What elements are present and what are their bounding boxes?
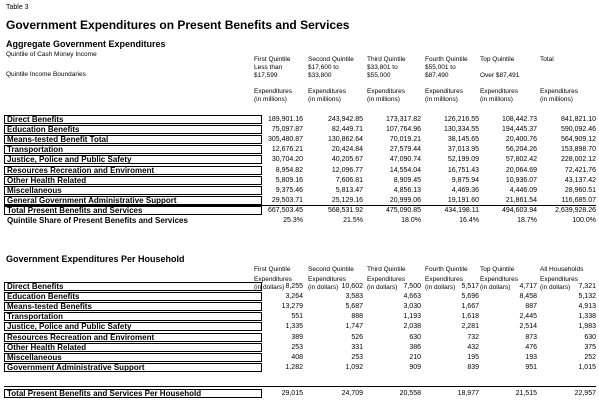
cell-value: 551 [291, 313, 303, 321]
cell-value: 228,002.12 [560, 156, 596, 164]
cell-value: 72,421.76 [564, 166, 596, 174]
s1-col-name: Second Quintile [308, 56, 354, 63]
income-boundaries-label: Quintile Income Boundaries [6, 71, 86, 78]
cell-value: 4,717 [519, 283, 537, 290]
cell-value: 100.0% [572, 217, 596, 224]
s2-col-unit: Expenditures [367, 276, 405, 283]
s1-col-unit-detail: (in millions) [367, 96, 400, 103]
cell-value: 1,667 [461, 303, 479, 311]
cell-value: 8,909.45 [393, 176, 421, 184]
cell-value: 386 [409, 343, 421, 351]
row-label: General Government Administrative Support [7, 195, 177, 205]
s1-col-unit: Expenditures [367, 88, 405, 95]
cell-value: 16,751.43 [447, 166, 479, 174]
cell-value: 108,442.73 [501, 116, 537, 123]
cell-value: 951 [525, 363, 537, 371]
cell-value: 20,999.06 [389, 196, 421, 204]
row-label: Quintile Share of Present Benefits and Services [7, 216, 188, 225]
row-label: Education Benefits [7, 125, 80, 135]
cell-value: 40,205.67 [331, 156, 363, 164]
cell-value: 24,709 [341, 390, 363, 397]
table-row [0, 292, 599, 301]
table-row [0, 176, 599, 185]
cell-value: 252 [584, 353, 596, 361]
cell-value: 5,517 [461, 283, 479, 290]
cell-value: 432 [467, 343, 479, 351]
table-row [0, 196, 599, 205]
s1-col-boundary-high: $17,599 [254, 72, 278, 79]
s1-col-name: Top Quintile [480, 56, 515, 63]
total-divider [4, 205, 596, 206]
cell-value: 12,096.77 [331, 166, 363, 174]
cell-value: 568,531.92 [327, 206, 363, 214]
table-row [0, 155, 599, 164]
cell-value: 841,821.10 [560, 116, 596, 123]
s1-col-boundary-low: $17,600 to [308, 64, 339, 71]
cell-value: 16.4% [459, 217, 479, 224]
table-row [0, 343, 599, 352]
s2-col-unit-detail: (in dollars) [308, 284, 339, 291]
cell-value: 7,500 [403, 283, 421, 290]
cell-value: 7,321 [578, 283, 596, 290]
cell-value: 873 [525, 333, 537, 341]
cell-value: 1,338 [578, 313, 596, 321]
row-label: Education Benefits [7, 292, 80, 302]
row-label: Direct Benefits [7, 115, 64, 124]
cell-value: 21.5% [343, 217, 363, 224]
s1-col-name: Fourth Quintile [425, 56, 468, 63]
cell-value: 253 [351, 353, 363, 361]
table-row [0, 115, 599, 124]
row-label: Total Present Benefits and Services Per Household [7, 389, 202, 398]
table-row [0, 216, 599, 225]
cell-value: 18,977 [457, 390, 479, 397]
cell-value: 47,090.74 [389, 156, 421, 164]
table-row [0, 166, 599, 175]
cell-value: 153,898.70 [560, 146, 596, 154]
s2-col-name: Top Quintile [480, 266, 515, 273]
cell-value: 8,954.82 [275, 166, 303, 174]
cell-value: 18.7% [517, 217, 537, 224]
cell-value: 194,445.37 [501, 126, 537, 134]
table-row [0, 302, 599, 311]
cell-value: 10,602 [341, 283, 363, 290]
s2-col-unit-detail: (in dollars) [540, 284, 571, 291]
cell-value: 20,558 [399, 390, 421, 397]
cell-value: 29,503.71 [271, 196, 303, 204]
s1-col-name: Third Quintile [367, 56, 406, 63]
cell-value: 5,696 [461, 293, 479, 301]
cell-value: 25.3% [283, 217, 303, 224]
cell-value: 20,400.76 [505, 136, 537, 144]
cell-value: 5,132 [578, 293, 596, 301]
cell-value: 21,861.54 [505, 196, 537, 204]
cell-value: 14,554.04 [389, 166, 421, 174]
cell-value: 27,579.44 [389, 146, 421, 154]
s1-col-unit: Expenditures [308, 88, 346, 95]
table-row [0, 186, 599, 195]
cell-value: 30,704.20 [271, 156, 303, 164]
cell-value: 57,802.42 [505, 156, 537, 164]
row-label: Means-tested Benefits [7, 302, 92, 312]
table-row [0, 363, 599, 372]
cell-value: 210 [409, 353, 421, 361]
cell-value: 37,013.95 [447, 146, 479, 154]
s1-col-unit-detail: (in millions) [540, 96, 573, 103]
cell-value: 3,583 [345, 293, 363, 301]
s2-col-unit: Expenditures [540, 276, 578, 283]
table-row [0, 333, 599, 342]
table-row [0, 389, 599, 398]
s2-col-name: Second Quintile [308, 266, 354, 273]
cell-value: 630 [409, 333, 421, 341]
row-label: Justice, Police and Public Safety [7, 155, 132, 165]
cell-value: 19,191.60 [447, 196, 479, 204]
cell-value: 126,216.55 [443, 116, 479, 123]
s2-col-name: Third Quintile [367, 266, 406, 273]
cell-value: 4,856.13 [393, 186, 421, 194]
table-row [0, 312, 599, 321]
s2-col-unit: Expenditures [480, 276, 518, 283]
row-label: Other Health Related [7, 175, 87, 185]
row-label: Total Present Benefits and Services [7, 205, 143, 215]
row-label: Miscellaneous [7, 185, 62, 195]
table-row [0, 322, 599, 331]
s2-col-name: All Households [540, 266, 584, 273]
cell-value: 408 [291, 353, 303, 361]
page-title: Government Expenditures on Present Benefits and Services [6, 18, 350, 32]
cell-value: 5,809.16 [275, 176, 303, 184]
cell-value: 52,199.09 [447, 156, 479, 164]
row-label: Transportation [7, 312, 64, 322]
cell-value: 434,198.11 [444, 206, 479, 214]
cell-value: 195 [467, 353, 479, 361]
cell-value: 70,019.21 [389, 136, 421, 144]
cell-value: 21,515 [515, 390, 537, 397]
s2-col-unit: Expenditures [308, 276, 346, 283]
cell-value: 5,813.47 [335, 186, 363, 194]
cell-value: 888 [351, 313, 363, 321]
cell-value: 494,603.94 [501, 206, 537, 214]
cell-value: 1,193 [403, 313, 421, 321]
cell-value: 173,317.82 [385, 116, 421, 123]
cell-value: 20,064.69 [505, 166, 537, 174]
table-row [0, 145, 599, 154]
cell-value: 82,449.71 [331, 126, 363, 134]
cell-value: 2,514 [519, 323, 537, 331]
s1-col-boundary-high: $87,490 [425, 72, 449, 79]
cell-value: 1,282 [285, 363, 303, 371]
cell-value: 3,030 [403, 303, 421, 311]
cell-value: 75,097.87 [271, 126, 303, 134]
cell-value: 43,137.42 [564, 176, 596, 184]
s1-col-unit: Expenditures [480, 88, 518, 95]
table-row [0, 125, 599, 134]
s1-col-boundary-low: $55,001 to [425, 64, 456, 71]
cell-value: 1,092 [345, 363, 363, 371]
cell-value: 2,445 [519, 313, 537, 321]
cell-value: 243,942.85 [327, 116, 363, 123]
cell-value: 10,936.07 [505, 176, 537, 184]
cell-value: 630 [584, 333, 596, 341]
row-label: Miscellaneous [7, 352, 62, 362]
cell-value: 3,264 [285, 293, 303, 301]
s1-col-name: Total [540, 56, 554, 63]
s1-col-unit: Expenditures [540, 88, 578, 95]
s1-col-boundary-high: Over $87,491 [480, 72, 520, 79]
cell-value: 189,901.16 [267, 116, 303, 123]
cell-value: 25,129.16 [331, 196, 363, 204]
cell-value: 9,375.46 [275, 186, 303, 194]
s1-col-unit-detail: (in millions) [425, 96, 458, 103]
cell-value: 107,764.96 [385, 126, 421, 134]
table-row [0, 282, 599, 291]
cell-value: 305,480.87 [267, 136, 303, 144]
cell-value: 732 [467, 333, 479, 341]
cell-value: 29,015 [281, 390, 303, 397]
s2-col-name: Fourth Quintile [425, 266, 468, 273]
row-label: Other Health Related [7, 342, 87, 352]
per-household-divider [4, 386, 596, 387]
cell-value: 667,503.45 [267, 206, 303, 214]
s2-col-name: First Quintile [254, 266, 291, 273]
s1-col-unit: Expenditures [254, 88, 292, 95]
cell-value: 909 [409, 363, 421, 371]
cell-value: 4,663 [403, 293, 421, 301]
row-label: Transportation [7, 145, 64, 155]
s1-col-boundary-high: $33,800 [308, 72, 332, 79]
cell-value: 5,687 [345, 303, 363, 311]
cell-value: 18.0% [401, 217, 421, 224]
cell-value: 38,145.65 [447, 136, 479, 144]
cell-value: 4,469.36 [451, 186, 479, 194]
cell-value: 331 [351, 343, 363, 351]
cell-value: 13,279 [281, 303, 303, 311]
cell-value: 1,618 [461, 313, 479, 321]
table-row [0, 206, 599, 215]
cell-value: 9,875.94 [451, 176, 479, 184]
cell-value: 1,335 [285, 323, 303, 331]
s1-col-boundary-high: $55,000 [367, 72, 391, 79]
table-row [0, 353, 599, 362]
quintile-label: Quintile of Cash Money Income [6, 51, 97, 58]
s2-col-unit-detail: (in dollars) [254, 284, 285, 291]
cell-value: 4,913 [578, 303, 596, 311]
cell-value: 56,204.26 [505, 146, 537, 154]
cell-value: 8,255 [285, 283, 303, 290]
row-label: Means-tested Benefit Total [7, 135, 109, 145]
cell-value: 130,862.64 [327, 136, 363, 144]
row-label: Resources Recreation and Enviroment [7, 332, 155, 342]
cell-value: 2,281 [461, 323, 479, 331]
cell-value: 4,446.09 [509, 186, 537, 194]
cell-value: 839 [467, 363, 479, 371]
cell-value: 887 [525, 303, 537, 311]
s1-col-unit-detail: (in millions) [308, 96, 341, 103]
cell-value: 193 [525, 353, 537, 361]
row-label: Resources Recreation and Enviroment [7, 165, 155, 175]
s1-col-unit: Expenditures [425, 88, 463, 95]
s2-col-unit: Expenditures [425, 276, 463, 283]
row-label: Direct Benefits [7, 282, 64, 291]
cell-value: 22,957 [574, 390, 596, 397]
table-row [0, 135, 599, 144]
cell-value: 7,606.81 [335, 176, 363, 184]
cell-value: 389 [291, 333, 303, 341]
section-1-heading: Aggregate Government Expenditures [6, 39, 166, 49]
cell-value: 375 [584, 343, 596, 351]
cell-value: 564,909.12 [560, 136, 596, 144]
s2-col-unit-detail: (in dollars) [480, 284, 511, 291]
s1-col-unit-detail: (in millions) [254, 96, 287, 103]
cell-value: 1,015 [578, 363, 596, 371]
cell-value: 8,458 [519, 293, 537, 301]
s1-col-boundary-low: Less than [254, 64, 283, 71]
cell-value: 20,424.84 [331, 146, 363, 154]
cell-value: 2,038 [403, 323, 421, 331]
cell-value: 130,334.55 [443, 126, 479, 134]
cell-value: 526 [351, 333, 363, 341]
table-tag: Table 3 [6, 4, 29, 11]
cell-value: 476 [525, 343, 537, 351]
s2-col-unit: Expenditures [254, 276, 292, 283]
cell-value: 590,092.46 [560, 126, 596, 134]
cell-value: 12,676.21 [271, 146, 303, 154]
row-label: Justice, Police and Public Safety [7, 322, 132, 332]
cell-value: 475,090.85 [385, 206, 421, 214]
s2-col-unit-detail: (in dollars) [367, 284, 398, 291]
cell-value: 1,983 [578, 323, 596, 331]
cell-value: 116,685.07 [561, 196, 596, 204]
section-2-heading: Government Expenditures Per Household [6, 254, 185, 264]
cell-value: 28,960.51 [564, 186, 596, 194]
s1-col-unit-detail: (in millions) [480, 96, 513, 103]
s2-col-unit-detail: (in dollars) [425, 284, 456, 291]
cell-value: 2,639,928.26 [555, 206, 596, 214]
s1-col-name: First Quintile [254, 56, 291, 63]
cell-value: 1,747 [345, 323, 363, 331]
s1-col-boundary-low: $33,801 to [367, 64, 398, 71]
cell-value: 253 [291, 343, 303, 351]
row-label: Government Administrative Support [7, 362, 145, 372]
